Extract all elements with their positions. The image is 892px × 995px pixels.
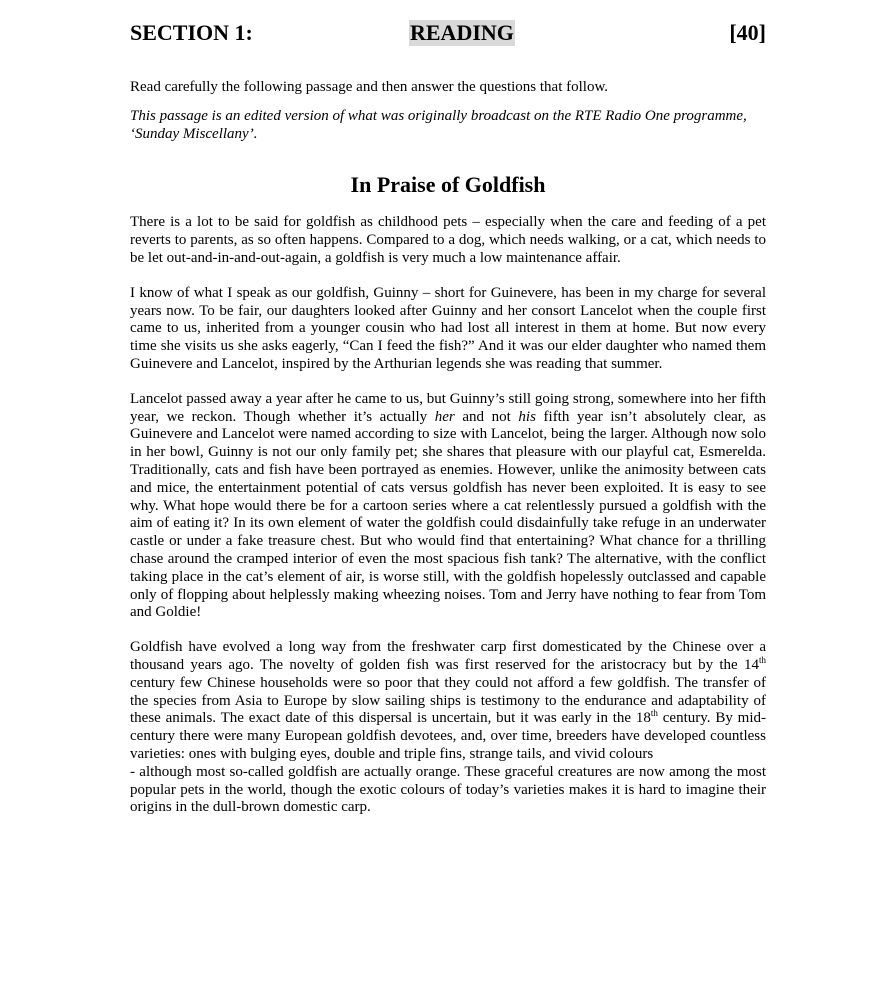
passage-title: In Praise of Goldfish bbox=[350, 172, 546, 198]
paragraph-2: I know of what I speak as our goldfish, Guinny – short for Guinevere, has been in my charge for several years now. To be fair, our daughters looked after Guinny and her consort Lancelot when the couple first came to us, inherited from a younger cousin who had lost all interest in them at home. But now every time she visits us she asks eagerly, “Can I feed the fish?” And it was our elder daughter who named them Guinevere and Lancelot, inspired by the Arthurian legends she was reading that summer. bbox=[130, 284, 766, 372]
paragraph-3-emphasis-her: her bbox=[434, 408, 455, 425]
paragraph-4-text-4: - although most so-called goldfish are actually orange. These graceful creatures are now among the most popular pets in the world, though the exotic colours of today’s varieties makes it is hard to imagine their origins in the dull-brown domestic carp. bbox=[130, 763, 766, 816]
paragraph-3-emphasis-his: his bbox=[518, 408, 536, 425]
ordinal-suffix-18th: th bbox=[650, 708, 658, 719]
ordinal-suffix-14th: th bbox=[758, 654, 766, 665]
section-label: SECTION 1: bbox=[130, 20, 253, 45]
paragraph-3-text-3: fifth year isn’t absolutely clear, as Guinevere and Lancelot were named according to size with Lancelot, being the larger. Although now solo in her bowl, Guinny is not our only family pet; she shares that pleasure with our playful cat, Esmerelda. Traditionally, cats and fish have been portrayed as enemies. However, unlike the animosity between cats and mice, the entertainment potential of cats versus goldfish has never been exploited. It is easy to see why. What hope would there be for a cartoon series where a cat relentlessly pursued a goldfish with the aim of eating it? In its own element of water the goldfish could disdainfully take refuge in an underwater castle or under a fake treasure chest. But who would find that entertaining? What chance for a thrilling chase around the cramped interior of even the most spacious fish tank? The alternative, with the conflict taking place in the cat’s element of air, is worse still, with the goldfish hopelessly outclassed and capable only of flopping about helplessly making wheezing noises. Tom and Jerry have nothing to fear from Tom and Goldie! bbox=[130, 408, 767, 621]
instructions-text: Read carefully the following passage and then answer the questions that follow. bbox=[130, 79, 609, 95]
section-header bbox=[130, 20, 766, 46]
paragraph-3 bbox=[130, 391, 766, 622]
paragraph-3-text-1: Lancelot passed away a year after he came to us, but Guinny’s still going strong, somewhere into her fifth year, we reckon. Though whether it’s actually bbox=[130, 390, 766, 425]
section-title: READING bbox=[410, 20, 514, 45]
paragraph-1: There is a lot to be said for goldfish as childhood pets – especially when the care and feeding of a pet reverts to parents, as so often happens. Compared to a dog, which needs walking, or a cat, which needs to be let out-and-in-and-out-again, a goldfish is very much a low maintenance affair. bbox=[130, 214, 766, 266]
paragraph-4-text-2: century few Chinese households were so poor that they could not afford a few goldfish. The transfer of the species from Asia to Europe by slow sailing ships is testimony to the endurance and adaptability of these animals. The exact date of this dispersal is uncertain, but it was early in the 18 bbox=[130, 674, 766, 727]
paragraph-4-text-3: century. By mid-century there were many European goldfish devotees, and, over time, breeders have developed countless varieties: ones with bulging eyes, double and triple fins, strange tails, and vivid colours bbox=[130, 710, 766, 762]
exam-page bbox=[0, 20, 892, 995]
paragraph-3-text-2: and not bbox=[454, 408, 519, 425]
paragraph-4 bbox=[130, 639, 766, 817]
source-note: This passage is an edited version of what was originally broadcast on the RTE Radio One programme, ‘Sunday Miscellany’. bbox=[130, 107, 747, 142]
paragraph-4-text-1: Goldfish have evolved a long way from the freshwater carp first domesticated by the Chinese over a thousand years ago. The novelty of golden fish was first reserved for the aristocracy but by the 14 bbox=[130, 639, 766, 673]
section-marks: [40] bbox=[729, 20, 766, 45]
